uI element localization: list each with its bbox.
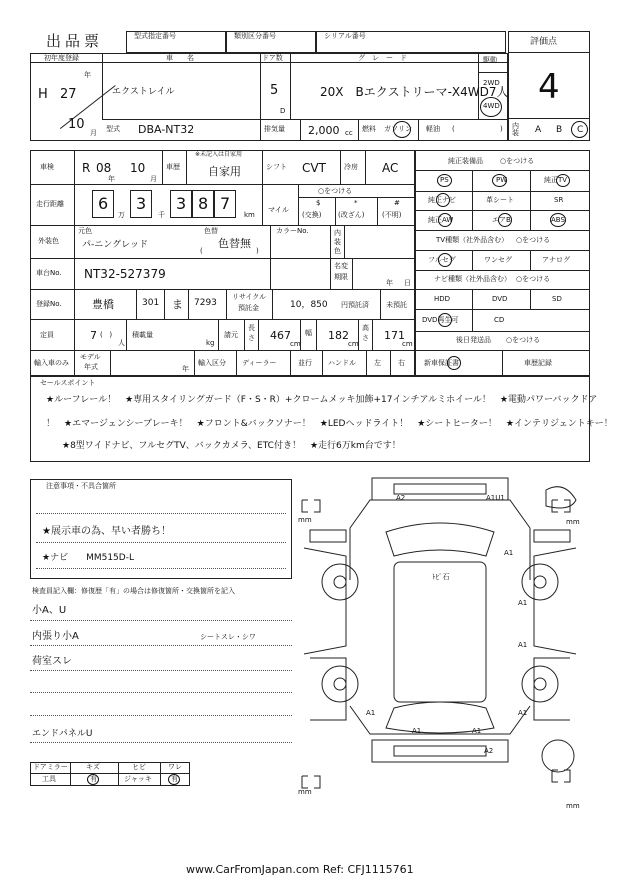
notes-label: 注意事項・不具合箇所: [46, 482, 116, 490]
equip-navi-circle: [436, 193, 450, 207]
mileage-opt1: (交換): [302, 211, 322, 219]
grade-score-label: 評価点: [530, 37, 558, 47]
equip-abs-circle: [550, 213, 566, 227]
width-label: 幅: [305, 329, 312, 337]
equip-abs: ABS: [551, 216, 565, 224]
length-unit: cm: [290, 340, 301, 348]
equip-navi: 純正ナビ: [428, 196, 456, 204]
shaken-era: R: [82, 161, 91, 175]
car-damage-diagram: [290, 470, 590, 810]
capacity-label: 定員: [40, 331, 54, 339]
import-model-year-2: 年式: [84, 363, 98, 371]
displacement-label: 排気量: [264, 125, 285, 133]
door-sub: D: [280, 107, 286, 115]
month-unit: 月: [90, 129, 97, 137]
reg-class: 301: [142, 298, 160, 308]
chassis-value: NT32-527379: [84, 267, 166, 281]
shaken-year-unit: 年: [108, 175, 115, 183]
interior-c-circle: [571, 121, 588, 138]
import-right: 右: [398, 359, 405, 367]
cc-unit: cc: [345, 129, 353, 137]
inspector-label: 検査員記入欄：修復歴「有」の場合は修復箇所・交換箇所を記入: [32, 587, 235, 595]
import-dealer: ディーラー: [242, 359, 277, 367]
color-paren-open: (: [200, 247, 203, 255]
inspector-line-1: 小A、U: [32, 605, 67, 616]
diagram-a1-right-1: A1: [504, 549, 514, 557]
tv-type-label: TV種類（社外品含む）: [436, 236, 509, 244]
grade-score-value: 4: [538, 67, 560, 107]
equip-tv-circle: [556, 174, 570, 187]
parts-crack: ヒビ: [132, 763, 146, 771]
int-color-label-3: 色: [334, 247, 341, 255]
sales-line-2: ！ ★エマージェンシーブレーキ！ ★フロント&バックソナー！ ★LEDヘッドライト！ ★シートヒーター！ ★インテリジェントキー！: [46, 419, 613, 429]
length-label-1: 長: [248, 324, 255, 332]
mm-label-2: mm: [566, 518, 580, 526]
equip-airbag: エアB: [492, 216, 511, 224]
width-unit: cm: [348, 340, 359, 348]
tv-analog: アナログ: [542, 256, 570, 264]
model-label: 型式: [106, 125, 120, 133]
name-change-label-1: 名変: [334, 262, 348, 270]
tv-fullseg-circle: [438, 253, 452, 267]
mileage-digit-3: 3: [176, 194, 187, 213]
shift-label: シフト: [266, 163, 287, 171]
parts-jack-value: 有: [171, 775, 178, 783]
inspector-line-4: エンドパネルU: [32, 729, 93, 739]
diagram-pebble: ﾄﾋﾟ石: [432, 573, 450, 581]
parts-jack: ジャッキ: [124, 775, 152, 783]
parts-jack-circle: [168, 774, 180, 785]
diagram-a1u1: A1U1: [486, 494, 505, 502]
color-change-value: 色替無: [218, 237, 251, 250]
mileage-opt1-symbol: $: [316, 199, 321, 207]
first-reg-era: H: [38, 87, 48, 102]
interior-label: 内装: [512, 122, 519, 137]
color-orig-label: 元色: [78, 227, 92, 235]
shaken-month: 10: [130, 161, 146, 175]
fuel-gasoline-circle: [393, 121, 411, 138]
mileage-sen: 千: [158, 211, 165, 219]
height-label-1: 高: [362, 324, 369, 332]
mileage-opt2-symbol: *: [354, 199, 358, 207]
mileage-digit-5: 7: [220, 194, 231, 213]
width-value: 182: [328, 329, 349, 342]
diagram-a2-top: A2: [396, 494, 406, 502]
model-value: DBA-NT32: [138, 123, 195, 136]
int-color-label-1: 内: [334, 229, 341, 237]
first-reg-month: 10: [68, 117, 85, 132]
capacity-unit: 人: [118, 339, 125, 347]
import-label: 輸入車のみ: [34, 359, 69, 367]
use-note: ※未記入は自家用: [195, 151, 243, 158]
equip-aw-circle: [438, 213, 452, 227]
import-left: 左: [374, 359, 381, 367]
price-label: 請元: [224, 331, 238, 339]
year-unit: 年: [84, 71, 91, 79]
height-value: 171: [384, 329, 405, 342]
mileage-label: 走行距離: [36, 200, 64, 208]
import-parallel: 並行: [298, 359, 312, 367]
mm-label-4: mm: [566, 802, 580, 810]
drive-4wd-circle: [480, 97, 502, 117]
mileage-digit-1: 6: [98, 194, 109, 213]
doors-label: ドア数: [262, 54, 283, 62]
mm-label-1: mm: [298, 516, 312, 524]
notes-line-2: ★ナビ MM515D-L: [42, 553, 134, 563]
sales-line-1: ★ルーフレール！ ★専用スタイリングガード（F・S・R）+クロームメッキ加飾+17インチアルミホイール！ ★電動パワーバックドア: [46, 395, 598, 405]
mileage-note: ○をつける: [318, 187, 353, 195]
later-manual-circle: [447, 356, 461, 370]
import-handle: ハンドル: [328, 359, 356, 367]
mileage-digit-2: 3: [136, 194, 147, 213]
equip-title: 純正装備品: [448, 157, 483, 165]
equip-sr: SR: [554, 196, 564, 204]
mileage-opt2: (改ざん): [338, 211, 365, 219]
interior-a: A: [535, 125, 542, 135]
first-reg-label: 初年度登録: [44, 54, 79, 62]
later-label: 後日発送品: [456, 336, 491, 344]
equip-ps-circle: [437, 174, 452, 187]
parts-scratch: キズ: [86, 763, 100, 771]
equip-aw: 純正AW: [428, 216, 454, 224]
later-note: ○をつける: [506, 336, 541, 344]
mileage-opt3-symbol: #: [394, 199, 400, 207]
diagram-a1-bottom-left: A1: [412, 727, 422, 735]
diagram-a1-right-2: A1: [518, 599, 528, 607]
color-label: 外装色: [38, 237, 59, 245]
recycle-label-1: リサイクル: [232, 293, 267, 301]
reg-kana: ま: [172, 298, 183, 311]
color-change-label: 色替: [204, 227, 218, 235]
paren-open: (: [452, 125, 455, 133]
mileage-man: 万: [118, 211, 125, 219]
length-label-2: さ: [248, 334, 255, 342]
sales-line-3: ★8型ワイドナビ、フルセグTV、バックカメラ、ETC付き！ ★走行6万km台です！: [62, 441, 401, 451]
recycle-value: 10，850: [290, 300, 328, 310]
drive-4wd: 4WD: [483, 102, 500, 110]
ac-label: 冷房: [344, 163, 358, 171]
serial-label: シリアル番号: [324, 32, 366, 40]
navi-dvd-play: DVD再生可: [422, 316, 459, 324]
import-model-year-1: モデル: [80, 353, 101, 361]
load-unit: kg: [206, 339, 215, 347]
recycle-deposited: 円預託済: [341, 301, 369, 309]
chassis-label: 車台No.: [36, 269, 62, 277]
reg-number: 7293: [194, 298, 217, 308]
reg-label: 登録No.: [36, 300, 62, 308]
car-name: エクストレイル: [112, 87, 175, 97]
reg-city: 豊橋: [92, 298, 114, 311]
color-paren-close: ): [256, 247, 259, 255]
paren-close: ): [500, 125, 503, 133]
import-year-unit: 年: [182, 365, 189, 373]
car-name-label: 車 名: [166, 54, 194, 62]
name-change-year: 年: [386, 279, 393, 287]
equip-pw-circle: [492, 174, 507, 187]
footer-ref: www.CarFromJapan.com Ref: CFJ1115761: [186, 863, 414, 876]
capacity-paren: ( ): [100, 331, 113, 339]
interior-c: C: [577, 125, 584, 135]
tv-fullseg: フルセグ: [428, 256, 456, 264]
navi-dvd: DVD: [492, 295, 508, 303]
interior-b: B: [556, 125, 563, 135]
mileage-opt3: (不明): [382, 211, 402, 219]
mm-label-3: mm: [298, 788, 312, 796]
int-color-label-2: 装: [334, 238, 341, 246]
parts-break: ワレ: [168, 763, 182, 771]
color-value: パ-ニングレッド: [82, 240, 148, 250]
diagram-a1-right-3: A1: [518, 641, 528, 649]
diagram-a1-left: A1: [366, 709, 376, 717]
navi-hdd: HDD: [434, 295, 451, 303]
drive-label: 駆動: [483, 56, 497, 64]
equip-leather: 革シート: [486, 196, 514, 204]
shaken-year: 08: [96, 161, 112, 175]
notes-line-1: ★展示車の為、早い者勝ち！: [42, 526, 171, 537]
mileage-digit-4: 8: [198, 194, 209, 213]
height-label-2: さ: [362, 334, 369, 342]
inspector-line-2a: 内張り小A: [32, 631, 79, 642]
equip-note: ○をつける: [500, 157, 535, 165]
parts-tool-value: 有: [90, 775, 97, 783]
import-class-label: 輸入区分: [198, 359, 226, 367]
color-code-label: カラーNo.: [276, 227, 309, 235]
ac-value: AC: [382, 161, 399, 175]
first-reg-year: 27: [60, 87, 77, 102]
tv-type-note: ○をつける: [516, 236, 551, 244]
equip-airbag-circle: [498, 213, 512, 227]
fuel-label: 燃料: [362, 125, 376, 133]
parts-tool-circle: [87, 774, 99, 785]
diagram-a2-bottom: A2: [484, 747, 494, 755]
fuel-gasoline: ガソリン: [384, 125, 412, 133]
diagram-a1-bottom-right: A1: [518, 709, 528, 717]
equip-ps: PS: [440, 176, 449, 184]
grade-label: グ レ ー ド: [358, 54, 407, 62]
type-no-label: 型式指定番号: [134, 32, 176, 40]
navi-dvd-play-circle: [438, 313, 452, 327]
recycle-label-2: 預託金: [238, 304, 259, 312]
name-change-label-2: 期限: [334, 273, 348, 281]
inspector-line-2b: シートスレ・シワ: [200, 633, 256, 641]
navi-sd: SD: [552, 295, 562, 303]
navi-type-label: ナビ種類（社外品含む）: [434, 275, 511, 283]
class-no-label: 類別区分番号: [234, 32, 276, 40]
navi-cd: CD: [494, 316, 505, 324]
use-label: 車歴: [166, 163, 180, 171]
capacity-value: 7: [90, 329, 97, 342]
inspector-line-3: 荷室スレ: [32, 656, 72, 667]
equip-pw: PW: [496, 176, 508, 184]
sales-points-label: セールスポイント: [40, 379, 96, 387]
shift-value: CVT: [302, 161, 326, 175]
height-unit: cm: [402, 340, 413, 348]
use-value: 自家用: [208, 165, 241, 178]
door-count: 5: [270, 83, 279, 98]
tv-oneseg: ワンセグ: [484, 256, 512, 264]
diagram-a1-bottom-mid: A1: [472, 727, 482, 735]
mileage-mile: マイル: [268, 206, 289, 214]
later-manual: 新車保証書: [424, 359, 459, 367]
form-title: 出品票: [46, 32, 104, 50]
equip-tv: 純正TV: [544, 176, 568, 184]
fuel-diesel: 軽油: [426, 125, 440, 133]
shaken-label: 車検: [40, 163, 54, 171]
drive-2wd: 2WD: [483, 79, 500, 87]
shaken-month-unit: 月: [150, 175, 157, 183]
load-label: 積載量: [132, 331, 153, 339]
parts-tool: 工具: [42, 775, 56, 783]
parts-mirror: ドアミラー: [33, 763, 68, 771]
name-change-day: 日: [404, 279, 411, 287]
navi-type-note: ○をつける: [516, 275, 551, 283]
displacement-value: 2,000: [308, 124, 340, 137]
later-record: 車歴記録: [524, 359, 552, 367]
mileage-km: km: [244, 211, 255, 219]
recycle-unpaid: 未預託: [386, 301, 407, 309]
length-value: 467: [270, 329, 291, 342]
grade-value: 20X Bエクストリーマ-X4WD7人: [320, 85, 509, 99]
